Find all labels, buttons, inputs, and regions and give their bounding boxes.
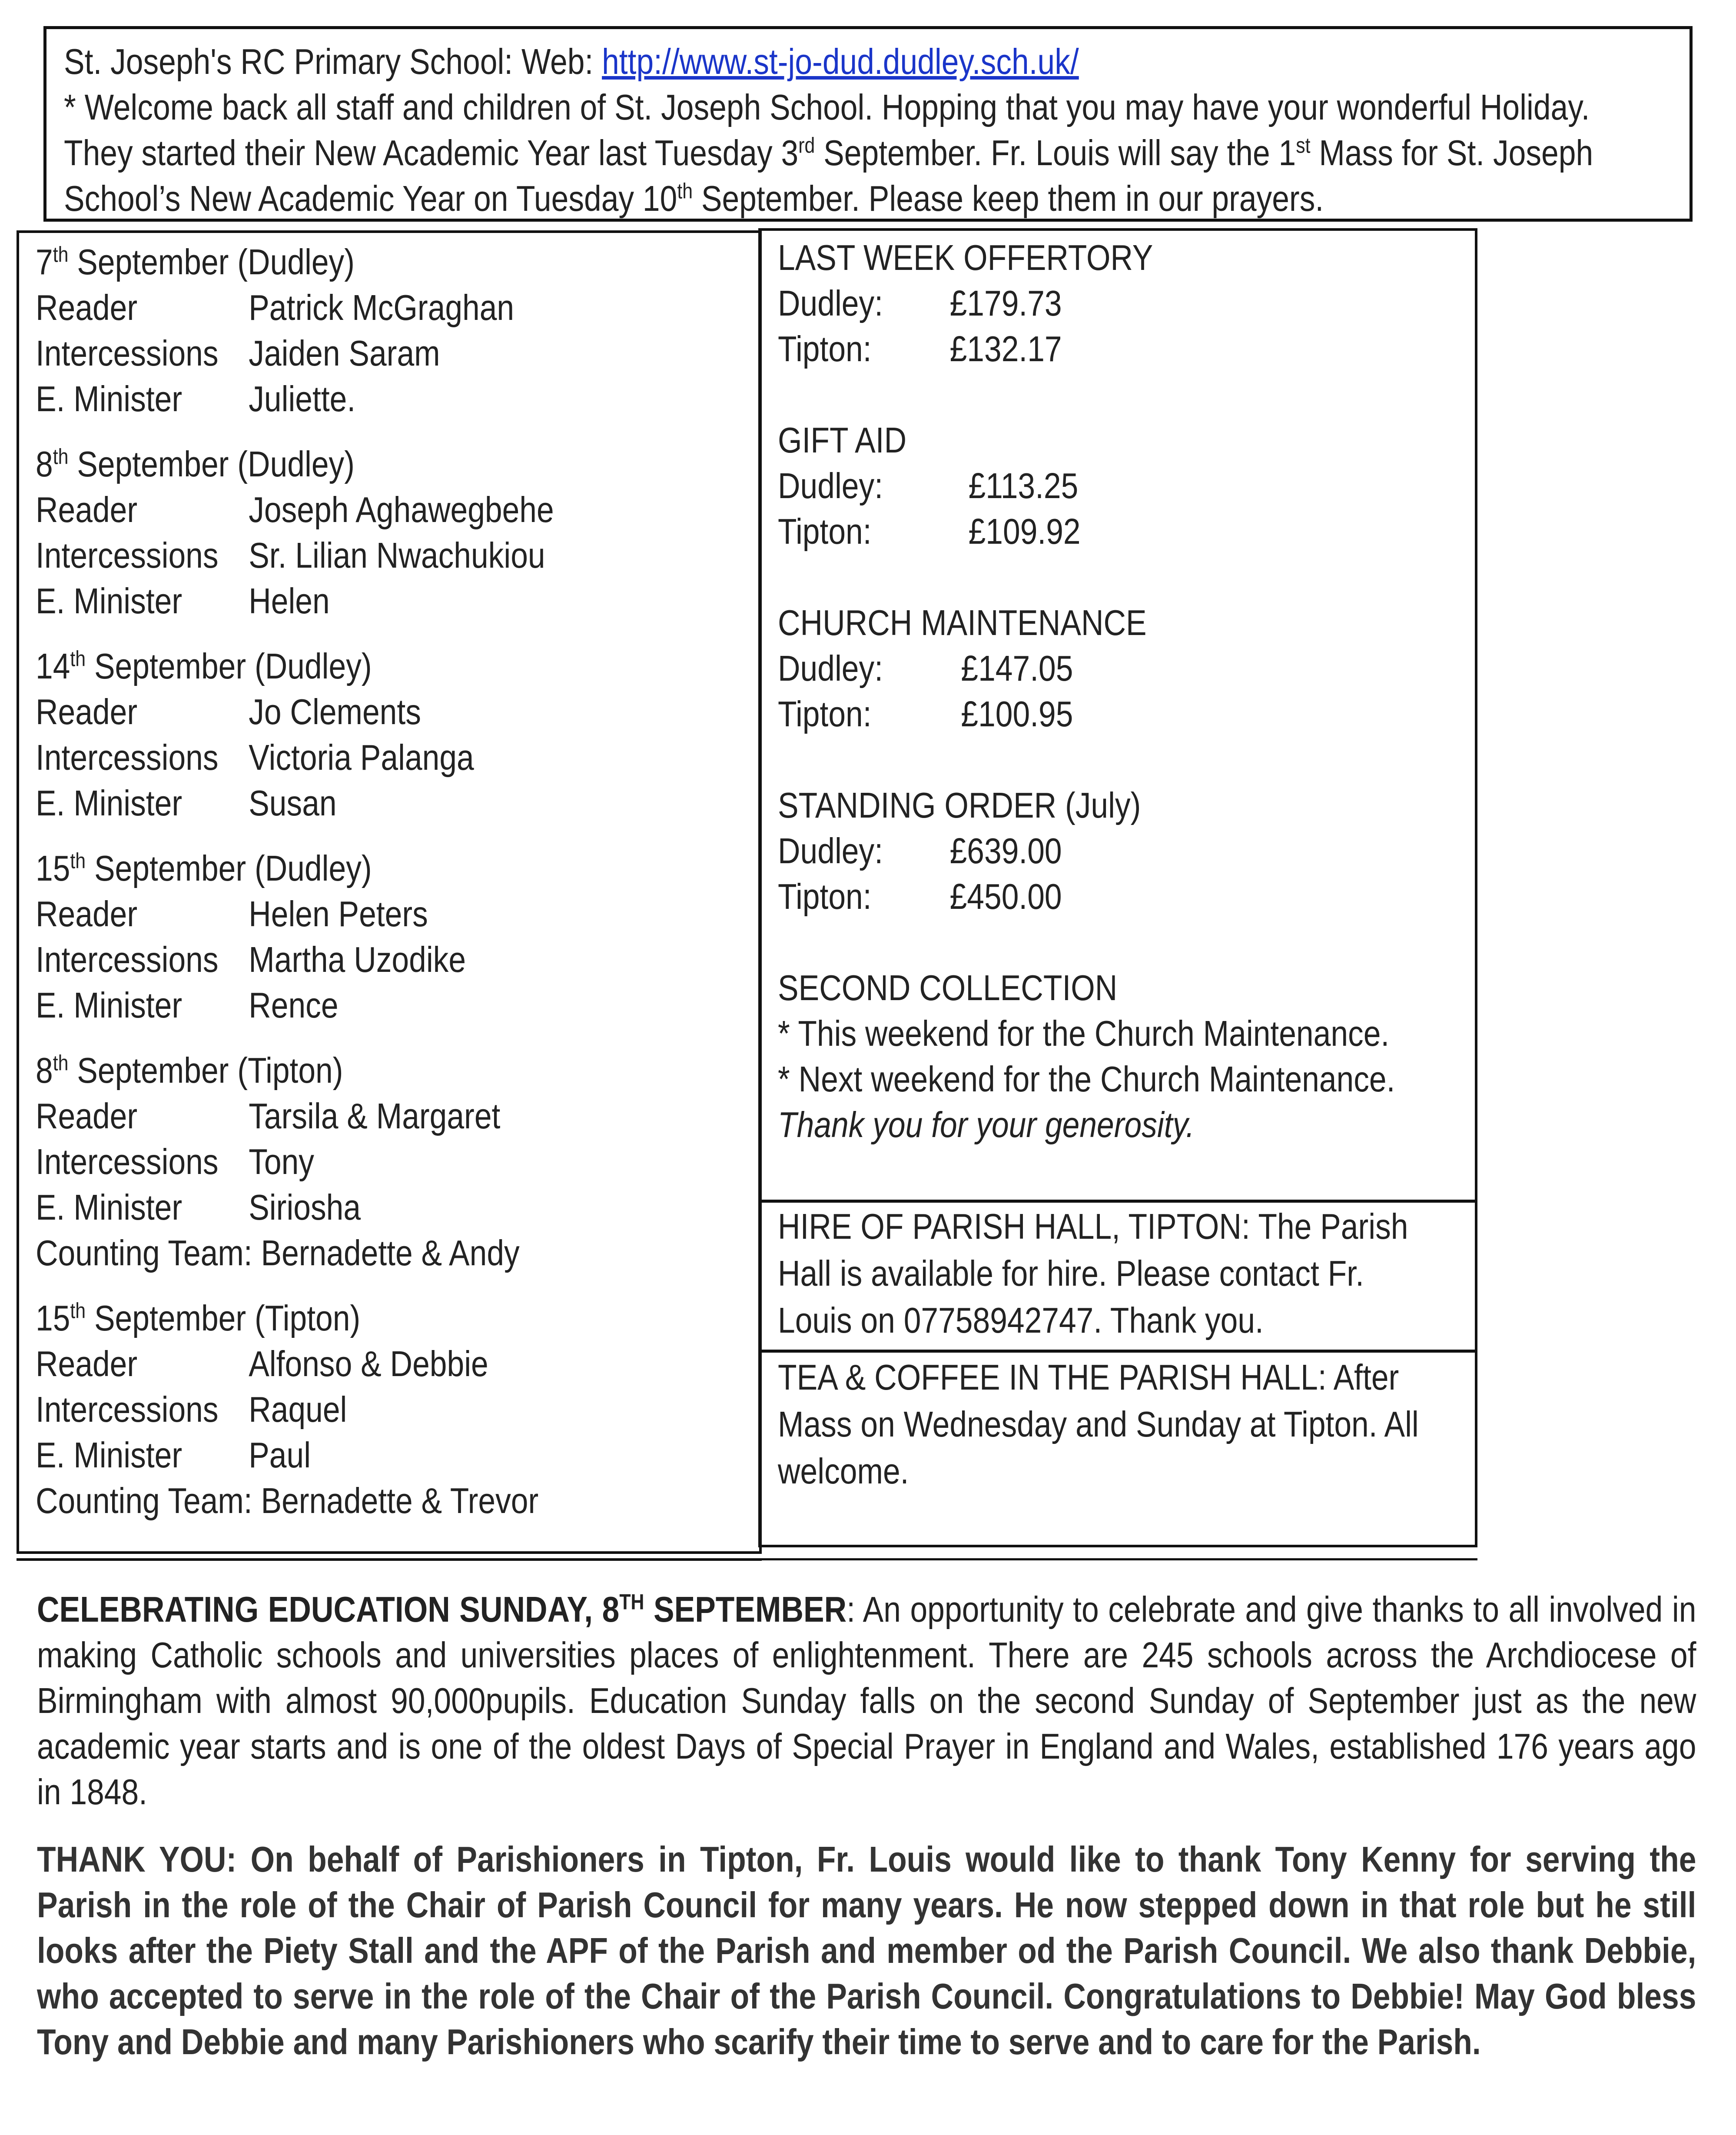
rota-row-reader xyxy=(36,1093,746,1139)
rota-role-label: Reader xyxy=(36,287,138,328)
tea-coffee-notice: TEA & COFFEE IN THE PARISH HALL: After Mass on Wednesday and Sunday at Tipton. All welcome. xyxy=(778,1357,1419,1491)
thank-you-paragraph: THANK YOU: On behalf of Parishioners in Tipton, Fr. Louis would like to thank Tony Kenny for serving the Parish in the role of the Chair of Parish Council for many years. He now stepped down in that role but he still looks after the Piety Stall and the APF of the Parish and member od the Parish Council. We also thank Debbie, who accepted to serve in the role of the Chair of the Parish Council. Congratulations to Debbie! May God bless Tony and Debbie and many Parishioners who scarify their time to serve and to care for the Parish. xyxy=(37,1839,1696,2062)
generosity-thanks: Thank you for your generosity. xyxy=(778,1104,1195,1145)
standing-order-title: STANDING ORDER (July) xyxy=(778,785,1141,825)
offertory-dudley-amount: £179.73 xyxy=(949,283,1062,323)
ministry-rota xyxy=(36,239,746,1543)
rota-person: Sr. Lilian Nwachukiou xyxy=(249,535,545,575)
gift-aid-dudley-amount: £113.25 xyxy=(968,466,1079,506)
rota-row-minister xyxy=(36,578,746,624)
rota-person: Joseph Aghawegbehe xyxy=(249,489,554,530)
rota-role-label: E. Minister xyxy=(36,985,183,1025)
maintenance-dudley-amount: £147.05 xyxy=(961,648,1073,688)
rota-person: Juliette. xyxy=(249,379,356,419)
rota-heading: 7th September (Dudley) xyxy=(36,242,355,282)
rota-person: Jo Clements xyxy=(249,692,421,732)
rota-entry xyxy=(36,239,746,422)
rota-heading: 8th September (Dudley) xyxy=(36,444,355,484)
rota-person: Alfonso & Debbie xyxy=(249,1344,488,1384)
rota-row-minister xyxy=(36,1432,746,1478)
rota-row-reader xyxy=(36,891,746,937)
rota-person: Susan xyxy=(249,783,337,823)
rota-role-label: Reader xyxy=(36,1344,138,1384)
rota-row-intercessions xyxy=(36,330,746,376)
rota-person: Helen Peters xyxy=(249,894,428,934)
rota-person: Rence xyxy=(249,985,339,1025)
rota-role-label: Intercessions xyxy=(36,737,219,778)
divider xyxy=(758,1200,1477,1203)
standing-tipton-amount: £450.00 xyxy=(949,876,1062,917)
school-mass-line: School’s New Academic Year on Tuesday 10th September. Please keep them in our prayers. xyxy=(64,178,1324,219)
school-web-line xyxy=(64,39,1633,84)
rota-counting-team: Counting Team: Bernadette & Trevor xyxy=(36,1480,539,1521)
rota-role-label: Reader xyxy=(36,1096,138,1136)
rota-entry xyxy=(36,441,746,624)
rota-role-label: Intercessions xyxy=(36,535,219,575)
education-sunday-heading: CELEBRATING EDUCATION SUNDAY, 8TH SEPTEMBER xyxy=(37,1589,847,1630)
rota-row-reader xyxy=(36,689,746,735)
hall-hire-notice: HIRE OF PARISH HALL, TIPTON: The Parish Hall is available for hire. Please contact Fr. Louis on 07758942747. Thank you. xyxy=(778,1206,1408,1340)
rota-row-minister xyxy=(36,780,746,826)
standing-order-section: STANDING ORDER (July) Dudley: £639.00 Tipton: £450.00 xyxy=(778,782,1469,919)
standing-dudley-amount: £639.00 xyxy=(949,831,1062,871)
rota-person: Siriosha xyxy=(249,1187,361,1227)
rota-role-label: E. Minister xyxy=(36,1435,183,1475)
school-notice-text xyxy=(64,39,1633,221)
rota-role-label: E. Minister xyxy=(36,783,183,823)
rota-row-minister xyxy=(36,376,746,422)
second-collection-line: * Next weekend for the Church Maintenance. xyxy=(778,1059,1395,1099)
school-welcome-line: * Welcome back all staff and children of St. Joseph School. Hopping that you may have your wonderful Holiday. xyxy=(64,87,1590,127)
rota-role-label: E. Minister xyxy=(36,581,183,621)
rota-role-label: E. Minister xyxy=(36,379,183,419)
rota-person: Helen xyxy=(249,581,330,621)
rota-person: Jaiden Saram xyxy=(249,333,440,373)
rota-row-minister xyxy=(36,1184,746,1230)
maintenance-tipton-amount: £100.95 xyxy=(961,694,1073,734)
school-year-line: They started their New Academic Year last Tuesday 3rd September. Fr. Louis will say the 1st Mass for St. Joseph xyxy=(64,133,1593,173)
offertory-title: LAST WEEK OFFERTORY xyxy=(778,237,1153,278)
second-collection-section xyxy=(778,965,1469,1147)
rota-role-label: Intercessions xyxy=(36,1389,219,1430)
offertory-section: LAST WEEK OFFERTORY Dudley: £179.73 Tipton: £132.17 xyxy=(778,235,1469,372)
rota-row-intercessions xyxy=(36,1387,746,1432)
second-collection-line: * This weekend for the Church Maintenance. xyxy=(778,1013,1390,1054)
rota-role-label: E. Minister xyxy=(36,1187,183,1227)
rota-person: Paul xyxy=(249,1435,311,1475)
rota-entry xyxy=(36,643,746,826)
rota-row-intercessions xyxy=(36,1139,746,1184)
rota-row-minister xyxy=(36,982,746,1028)
gift-aid-title: GIFT AID xyxy=(778,420,907,460)
offertory-tipton-amount: £132.17 xyxy=(949,329,1062,369)
maintenance-section: CHURCH MAINTENANCE Dudley: £147.05 Tipton: £100.95 xyxy=(778,600,1469,737)
rota-person: Patrick McGraghan xyxy=(249,287,514,328)
rota-heading: 14th September (Dudley) xyxy=(36,646,372,686)
rota-row-reader xyxy=(36,285,746,330)
rota-heading: 8th September (Tipton) xyxy=(36,1050,343,1091)
rota-role-label: Intercessions xyxy=(36,939,219,980)
rota-entry xyxy=(36,1295,746,1523)
rota-role-label: Intercessions xyxy=(36,1141,219,1182)
rota-role-label: Reader xyxy=(36,692,138,732)
gift-aid-tipton-amount: £109.92 xyxy=(968,511,1081,552)
rota-person: Victoria Palanga xyxy=(249,737,474,778)
rota-entry xyxy=(36,845,746,1028)
second-collection-title: SECOND COLLECTION xyxy=(778,968,1118,1008)
rota-role-label: Reader xyxy=(36,894,138,934)
finance-section xyxy=(778,235,1469,1147)
school-label: St. Joseph's RC Primary School: Web: xyxy=(64,41,602,82)
rota-row-reader xyxy=(36,487,746,532)
rota-row-intercessions xyxy=(36,532,746,578)
rota-person: Tony xyxy=(249,1141,314,1182)
maintenance-title: CHURCH MAINTENANCE xyxy=(778,602,1147,643)
rota-heading: 15th September (Tipton) xyxy=(36,1298,361,1338)
rota-counting-team: Counting Team: Bernadette & Andy xyxy=(36,1233,520,1273)
gift-aid-section: GIFT AID Dudley: £113.25 Tipton: £109.92 xyxy=(778,417,1469,554)
school-notice-box xyxy=(43,26,1693,222)
rota-row-intercessions xyxy=(36,937,746,982)
education-sunday-paragraph: CELEBRATING EDUCATION SUNDAY, 8TH SEPTEMBER: An opportunity to celebrate and give thanks to all involved in making Catholic schools and universities places of enlightenment. There are 245 schools across the Archdiocese of Birmingham with almost 90,000pupils. Education Sunday falls on the second Sunday of September just as the new academic year starts and is one of the oldest Days of Special Prayer in England and Wales, established 176 years ago in 1848. xyxy=(37,1589,1696,1812)
rota-role-label: Reader xyxy=(36,489,138,530)
school-website-link[interactable]: http://www.st-jo-dud.dudley.sch.uk/ xyxy=(602,41,1079,82)
rota-row-reader xyxy=(36,1341,746,1387)
rota-row-intercessions xyxy=(36,735,746,780)
rota-person: Tarsila & Margaret xyxy=(249,1096,501,1136)
rota-entry xyxy=(36,1048,746,1276)
rota-person: Martha Uzodike xyxy=(249,939,466,980)
rota-role-label: Intercessions xyxy=(36,333,219,373)
divider xyxy=(758,1350,1477,1353)
divider xyxy=(17,1558,1477,1560)
rota-heading: 15th September (Dudley) xyxy=(36,848,372,888)
rota-person: Raquel xyxy=(249,1389,347,1430)
